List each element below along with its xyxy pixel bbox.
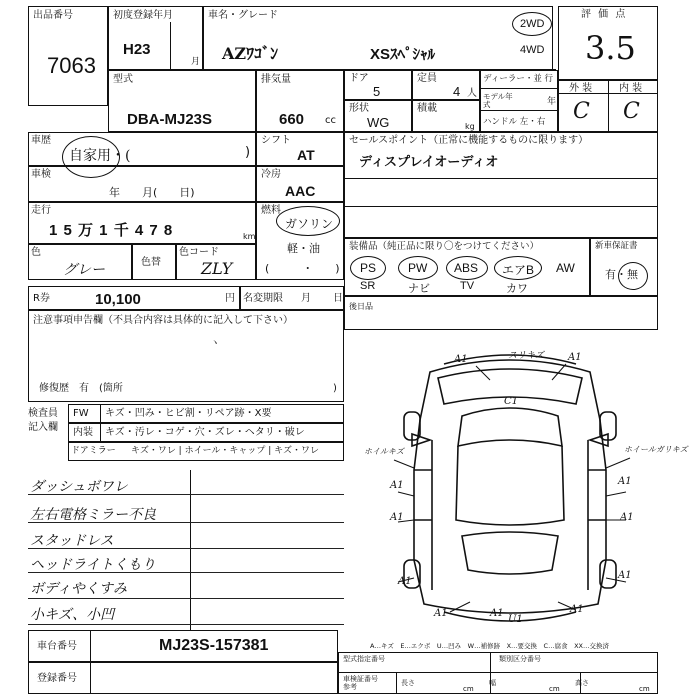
equip-airbag: エアB bbox=[502, 263, 535, 277]
mileage: 1 5 万 1 千 4 7 8 bbox=[49, 222, 174, 239]
history-label: 車歴 bbox=[31, 135, 51, 146]
model-year-label: モデル年式 bbox=[483, 92, 513, 109]
inspection-date: 年 月( 日) bbox=[109, 186, 195, 199]
color-box bbox=[28, 244, 132, 280]
warranty-value: 有・無 bbox=[605, 268, 638, 281]
chassis-label: 車台番号 bbox=[37, 641, 77, 652]
mark-wheel-right: ホイールガリキズ bbox=[624, 445, 688, 454]
notes-box bbox=[28, 310, 344, 402]
repaint-box bbox=[132, 244, 176, 280]
equip-abs: ABS bbox=[454, 261, 479, 275]
capacity-label: 定員 bbox=[417, 73, 437, 84]
mark-a1-rear-left: A1 bbox=[434, 608, 448, 619]
inspector-row-mirror bbox=[68, 442, 344, 461]
post-install-label: 後日品 bbox=[349, 302, 373, 311]
note-1: ダッシュボワレ bbox=[30, 479, 128, 495]
drive-2wd-circle bbox=[512, 12, 552, 36]
shift-box bbox=[256, 132, 344, 166]
r-amount: 10,100 bbox=[95, 291, 141, 308]
mileage-box bbox=[28, 202, 256, 244]
equip-ps-circle bbox=[350, 256, 386, 280]
mark-a1-left-3: A1 bbox=[398, 576, 412, 587]
ac: AAC bbox=[285, 183, 316, 199]
color-code-label: 色コード bbox=[179, 247, 219, 258]
chassis-box bbox=[28, 630, 338, 662]
inspector-row-fw bbox=[68, 404, 344, 423]
equip-pw: PW bbox=[408, 261, 428, 275]
note-5: ボディやくすみ bbox=[30, 581, 127, 597]
note-2: 左右電格ミラー不良 bbox=[30, 507, 156, 523]
repair-label: 修復歴 有 (箇所 bbox=[39, 383, 123, 394]
inspection-label: 車検 bbox=[31, 169, 51, 180]
warranty-label: 新車保証書 bbox=[595, 241, 638, 251]
equip-tv: TV bbox=[460, 280, 475, 292]
equip-sr: SR bbox=[360, 280, 376, 292]
sales-point-box bbox=[344, 132, 658, 238]
ac-box bbox=[256, 166, 344, 202]
mark-a1-rear: A1 bbox=[490, 608, 504, 619]
inspector-row-interior bbox=[68, 423, 344, 442]
equip-pw-circle bbox=[398, 256, 438, 280]
equipment-label: 装備品（純正品に限り〇をつけてください） bbox=[349, 241, 540, 252]
footer-sub-4: 参考 bbox=[343, 683, 357, 691]
color-label: 色 bbox=[31, 247, 41, 258]
inspector-text-fw: キズ・凹み・ヒビ割・リペア跡・X要 bbox=[105, 408, 272, 419]
capacity: 4 bbox=[453, 84, 461, 99]
repair-close: ) bbox=[333, 383, 337, 394]
car-name: AZﾜｺﾞﾝ bbox=[222, 44, 279, 63]
name-change-month: 月 bbox=[301, 293, 311, 304]
kg-unit: kg bbox=[465, 122, 475, 131]
mark-u1-rear: U1 bbox=[508, 614, 523, 625]
color: グレー bbox=[63, 262, 105, 278]
grade: XSｽﾍﾟｼｬﾙ bbox=[370, 46, 436, 63]
doors: 5 bbox=[373, 84, 381, 99]
equip-ps: PS bbox=[360, 261, 377, 275]
chassis: MJ23S-157381 bbox=[159, 637, 269, 654]
spec-footer-box bbox=[338, 652, 658, 694]
post-install-box bbox=[344, 296, 658, 330]
repaint-label: 色替 bbox=[141, 257, 161, 268]
footer-cm-2: cm bbox=[549, 685, 560, 693]
notes-tick: ヽ bbox=[210, 338, 220, 349]
fuel-label: 燃料 bbox=[261, 205, 281, 216]
model-code: DBA-MJ23S bbox=[127, 111, 213, 128]
sales-point-label: セールスポイント（正常に機能するものに限ります） bbox=[349, 135, 589, 146]
fuel: ガソリン bbox=[285, 217, 334, 231]
drive-box bbox=[553, 6, 556, 70]
mark-a1-rear-right: A1 bbox=[570, 604, 584, 615]
inspector-text-interior: キズ・汚レ・コゲ・穴・ズレ・ヘタリ・破レ bbox=[105, 427, 305, 438]
car-name-box bbox=[203, 6, 553, 70]
shift: AT bbox=[297, 147, 315, 163]
displacement-box bbox=[256, 70, 344, 132]
handle-label: ハンドル 左・右 bbox=[483, 117, 546, 127]
mark-wheel-left: ホイルキズ bbox=[364, 447, 404, 456]
first-reg-month-unit: 月 bbox=[191, 57, 201, 67]
yen-unit: 円 bbox=[225, 293, 235, 304]
exterior-grade: C bbox=[573, 99, 590, 124]
inspector-tag-interior: 内装 bbox=[73, 427, 93, 438]
ac-label: 冷房 bbox=[261, 169, 281, 180]
drive-4wd: 4WD bbox=[520, 44, 545, 56]
footer-sub-3: 車検証番号 bbox=[343, 675, 378, 683]
diagram-legend: A…キズ E…エクボ U…凹み W…補修跡 X…要交換 C…腐食 XX…交換済 bbox=[370, 642, 610, 650]
shape-box bbox=[344, 100, 412, 132]
displacement: 660 bbox=[279, 111, 305, 128]
footer-sub-7: 高さ bbox=[575, 679, 589, 687]
km-unit: km bbox=[243, 232, 256, 241]
load-box bbox=[412, 100, 480, 132]
history-close: ) bbox=[245, 145, 251, 160]
score-box bbox=[558, 6, 658, 80]
note-4: ヘッドライトくもり bbox=[30, 557, 156, 573]
sales-point: ディスプレイオーディオ bbox=[359, 154, 499, 169]
footer-sub-1: 型式指定番号 bbox=[343, 655, 385, 663]
footer-sub-2: 類別区分番号 bbox=[499, 655, 541, 663]
mark-a1-left-2: A1 bbox=[390, 512, 404, 523]
inspector-label-2: 記入欄 bbox=[28, 422, 58, 433]
lot-box bbox=[28, 6, 108, 106]
interior-grade: C bbox=[623, 99, 640, 124]
year-unit: 年 bbox=[547, 97, 557, 107]
doors-label: ドア bbox=[349, 73, 369, 84]
doors-box bbox=[344, 70, 412, 100]
mark-c1-hood: C1 bbox=[504, 396, 519, 407]
notes-label: 注意事項申告欄（不具合内容は具体的に記入して下さい） bbox=[33, 315, 293, 326]
mark-a1-right-1: A1 bbox=[618, 476, 632, 487]
lot-number: 7063 bbox=[47, 53, 96, 78]
mark-a1-right-3: A1 bbox=[618, 570, 632, 581]
inspector-text-mirror: キズ・ワレ | ホイール・キャップ | キズ・ワレ bbox=[131, 446, 319, 456]
footer-cm-3: cm bbox=[639, 685, 650, 693]
fuel-alt: 軽・油 bbox=[287, 242, 320, 255]
reg-no-label: 登録番号 bbox=[37, 673, 77, 684]
mark-a1-front-left: A1 bbox=[454, 354, 468, 365]
shift-label: シフト bbox=[261, 135, 291, 146]
fuel-paren: ( ・ ) bbox=[265, 262, 340, 275]
equip-navi: ナビ bbox=[408, 283, 430, 295]
footer-sub-6: 幅 bbox=[489, 679, 496, 687]
r-label: R券 bbox=[33, 293, 50, 304]
cc-unit: cc bbox=[325, 115, 336, 126]
shape: WG bbox=[367, 115, 390, 130]
dealer-label: ディーラー・並 行 bbox=[483, 74, 554, 84]
reg-no-box bbox=[28, 662, 338, 694]
mark-a1-left-1: A1 bbox=[390, 480, 404, 491]
name-change-day: 日 bbox=[333, 293, 343, 304]
mileage-label: 走行 bbox=[31, 205, 51, 216]
inspection-box bbox=[28, 166, 256, 202]
load-label: 積載 bbox=[417, 103, 437, 114]
name-change-box bbox=[240, 286, 344, 310]
warranty-circle bbox=[618, 262, 648, 290]
interior-label: 内 装 bbox=[619, 83, 643, 94]
score-value: 3.5 bbox=[585, 29, 636, 67]
displacement-label: 排気量 bbox=[261, 74, 291, 85]
drive-2wd: 2WD bbox=[520, 18, 545, 30]
person-unit: 人 bbox=[467, 88, 477, 99]
mark-scratch-front: スリキズ bbox=[508, 351, 544, 361]
equip-leather: カワ bbox=[506, 283, 528, 295]
inspector-tag-fw: FW bbox=[73, 408, 89, 419]
first-reg-era: H23 bbox=[123, 41, 151, 58]
footer-cm-1: cm bbox=[463, 685, 474, 693]
dealer-box bbox=[480, 70, 558, 132]
fuel-circle bbox=[276, 206, 340, 236]
first-reg-box bbox=[108, 6, 203, 70]
note-3: スタッドレス bbox=[30, 533, 114, 549]
color-code: ZLY bbox=[201, 259, 233, 278]
car-name-label: 車名・グレード bbox=[208, 10, 278, 21]
inspector-tag-mirror: ドアミラー bbox=[71, 446, 116, 456]
capacity-box bbox=[412, 70, 480, 100]
model-label: 型式 bbox=[113, 74, 133, 85]
equip-airbag-circle bbox=[494, 256, 542, 280]
note-6: 小キズ、小凹 bbox=[30, 607, 115, 623]
first-reg-label: 初度登録年月 bbox=[113, 10, 173, 21]
lot-label: 出品番号 bbox=[33, 10, 73, 21]
equip-aw: AW bbox=[556, 261, 575, 275]
r-ticket-box bbox=[28, 286, 240, 310]
equip-abs-circle bbox=[446, 256, 488, 280]
footer-sub-5: 長さ bbox=[401, 679, 415, 687]
name-change-label: 名変期限 bbox=[243, 293, 283, 304]
color-code-box bbox=[176, 244, 256, 280]
history-value: 自家用・( bbox=[69, 148, 131, 164]
shape-label: 形状 bbox=[349, 103, 369, 114]
exterior-label: 外 装 bbox=[569, 83, 593, 94]
model-box bbox=[108, 70, 256, 132]
inspector-label-1: 検査員 bbox=[28, 408, 58, 419]
mark-a1-front-right: A1 bbox=[568, 352, 582, 363]
mark-a1-right-2: A1 bbox=[620, 512, 634, 523]
score-label: 評 価 点 bbox=[581, 9, 628, 20]
